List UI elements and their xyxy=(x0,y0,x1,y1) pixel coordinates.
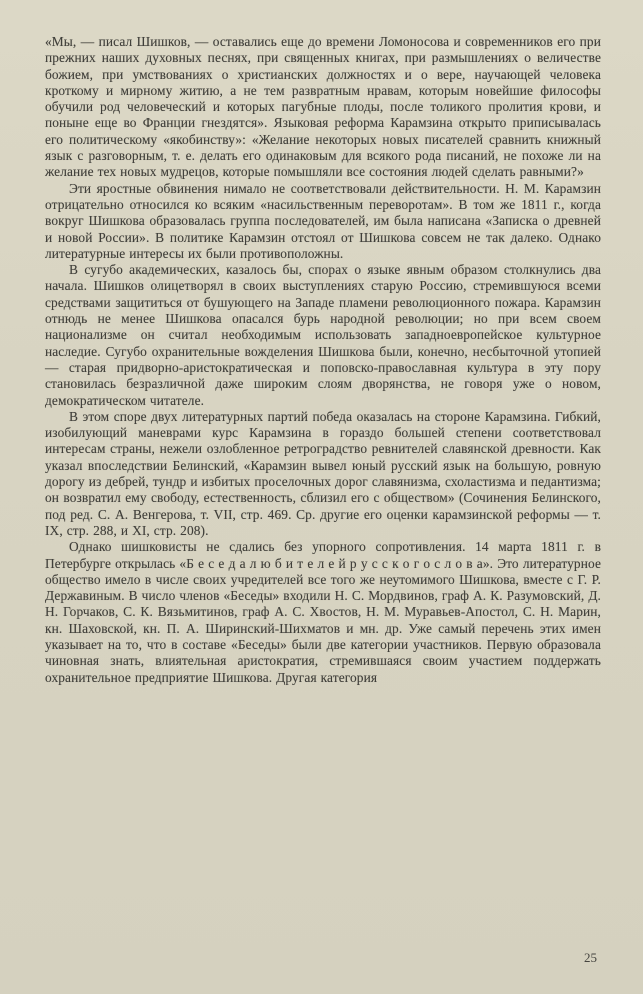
paragraph: Эти яростные обвинения нимало не соответствовали действительности. Н. М. Карамзин отрицательно относился ко всяким «насильственным переворотам». В том же 1811 г., когда вокруг Шишкова образовалась группа последователей, им была написана «Записка о древней и новой России». В политике Карамзин отстоял от Шишкова совсем не так далеко. Однако литературные интересы их были противоположны. xyxy=(45,180,601,261)
page-number: 25 xyxy=(584,950,597,965)
paragraph: Однако шишковисты не сдались без упорного сопротивления. 14 марта 1811 г. в Петербурге открылась «Б е с е д а л ю б и т е л е й р у с с к о г о с л о в а». Это литературное общество имело в числе своих учредителей все того же неутомимого Шишкова, вместе с Г. Р. Державиным. В число членов «Беседы» входили Н. С. Мордвинов, граф А. К. Разумовский, Д. Н. Горчаков, С. К. Вязьмитинов, граф А. С. Хвостов, Н. М. Муравьев-Апостол, С. Н. Марин, кн. Шаховской, кн. П. А. Ширинский-Шихматов и мн. др. Уже самый перечень этих имен указывает на то, что в составе «Беседы» были две категории участников. Первую образовала чиновная знать, влиятельная аристократия, стремившаяся своим участием поддержать охранительное предприятие Шишкова. Другая категория xyxy=(45,539,601,685)
paragraph: «Мы, — писал Шишков, — оставались еще до времени Ломоносова и современников его при прежних наших духовных песнях, при священных книгах, при размышлениях о величестве божием, при умствованиях о христианских должностях и о вере, научающей человека кроткому и мирному житию, а не тем развратным нравам, которым новейшие философы обучили род человеческий и которых пагубные плоды, после толикого пролития крови, и поныне еще во Франции гнездятся». Языковая реформа Карамзина открыто приписывалась его политическому «якобинству»: «Желание некоторых новых писателей сравнить книжный язык с разговорным, т. е. делать его одинаковым для всякого рода писаний, не похоже ли на желание тех новых мудрецов, которые помышляли все состояния людей сделать равными?» xyxy=(45,34,601,180)
paragraph: В сугубо академических, казалось бы, спорах о языке явным образом столкнулись два начала. Шишков олицетворял в своих выступлениях старую Россию, стремившуюся всеми средствами защититься от бушующего на Западе пламени революционного пожара. Карамзин отнюдь не менее Шишкова опасался бурь народной революции; но при всем своем национализме он считал необходимым использовать западноевропейское культурное наследие. Сугубо охранительные вожделения Шишкова были, конечно, несбыточной утопией — старая придворно-аристократическая и поповско-православная культура в эту пору становилась безразличной даже широким слоям дворянства, не говоря уже о новом, демократическом читателе. xyxy=(45,262,601,408)
page-text-block xyxy=(45,34,601,686)
paragraph: В этом споре двух литературных партий победа оказалась на стороне Карамзина. Гибкий, изобилующий маневрами курс Карамзина в гораздо большей степени соответствовал интересам страны, нежели озлобленное ретроградство ревнителей славянской древности. Как указал впоследствии Белинский, «Карамзин вывел юный русский язык на большую, ровную дорогу из дебрей, тундр и избитых проселочных дорог славянизма, схоластизма и педантизма; он возвратил ему свободу, естественность, сблизил его с обществом» (Сочинения Белинского, под ред. С. А. Венгерова, т. VII, стр. 469. Ср. другие его оценки карамзинской реформы — т. IX, стр. 288, и XI, стр. 208). xyxy=(45,408,601,538)
